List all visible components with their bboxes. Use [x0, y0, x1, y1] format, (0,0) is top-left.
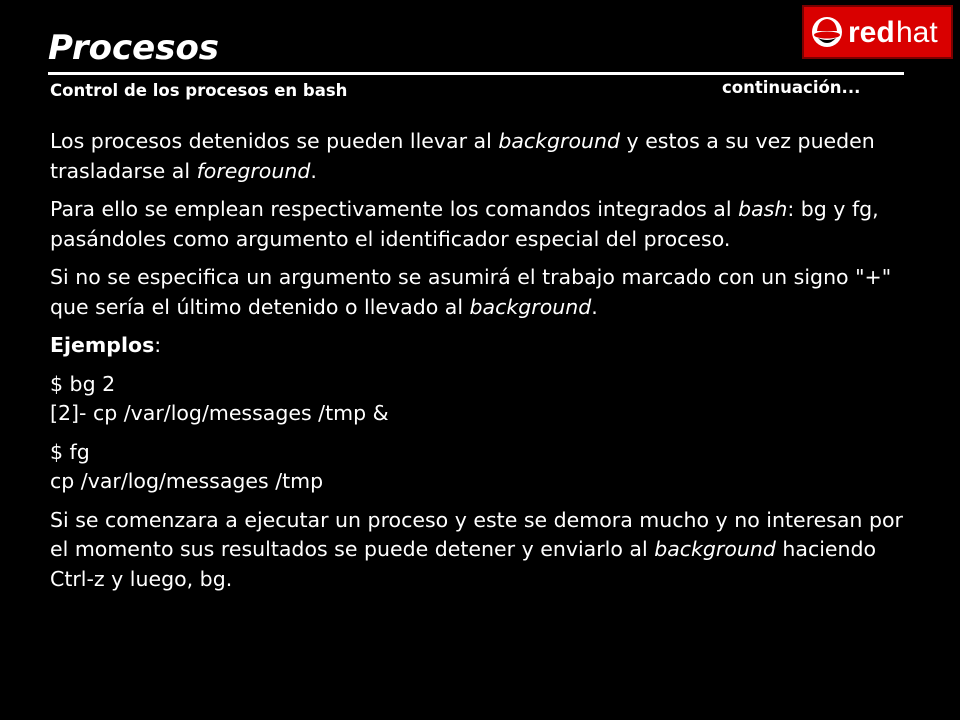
p3-term-background: background	[469, 294, 592, 319]
p1-term-foreground: foreground	[196, 158, 311, 183]
slide-title: Procesos	[48, 28, 220, 68]
examples-colon: :	[154, 333, 162, 357]
p3-text-c: .	[591, 294, 598, 319]
title-divider	[48, 72, 904, 75]
p1-term-background: background	[498, 129, 621, 153]
p1-text-e: .	[310, 158, 317, 183]
p2-text-c: : bg y fg, pasándoles como argumento el identificador especial del proceso.	[50, 197, 879, 251]
example-fg	[50, 438, 925, 497]
paragraph-default-argument	[50, 263, 925, 322]
paragraph-ctrl-z	[50, 506, 925, 595]
p4-text-a: Si se comenzara a ejecutar un proceso y este se demora mucho y no interesan por el momento sus resultados se puede detener y enviarlo al	[50, 507, 903, 561]
examples-label: Ejemplos	[50, 333, 155, 357]
example-bg-output: [2]- cp /var/log/messages /tmp &	[50, 401, 389, 425]
svg-text:red: red	[848, 16, 895, 49]
slide-body	[50, 127, 925, 594]
example-bg	[50, 370, 925, 429]
paragraph-bg-fg-commands	[50, 195, 925, 254]
continuation-label: continuación...	[722, 78, 861, 97]
svg-text:hat: hat	[896, 16, 938, 49]
slide-subtitle: Control de los procesos en bash	[50, 81, 348, 100]
example-fg-command: $ fg	[50, 439, 90, 464]
p4-text-c: haciendo Ctrl-z y luego, bg.	[50, 537, 877, 591]
examples-heading	[50, 331, 925, 361]
p1-text-c: y estos a su vez pueden trasladarse al	[50, 129, 875, 183]
paragraph-background-foreground	[50, 127, 925, 186]
example-bg-command: $ bg 2	[50, 371, 116, 396]
example-fg-output: cp /var/log/messages /tmp	[50, 469, 324, 493]
p2-text-a: Para ello se emplean respectivamente los comandos integrados al	[50, 197, 739, 221]
p4-term-background: background	[654, 537, 776, 561]
redhat-logo-graphic	[804, 7, 951, 57]
p1-text-a: Los procesos detenidos se pueden llevar al	[50, 129, 499, 153]
p2-term-bash: bash	[738, 197, 788, 221]
p3-text-a: Si no se especifica un argumento se asumirá el trabajo marcado con un signo "+" que sería el último detenido o llevado al	[50, 265, 892, 319]
redhat-logo	[802, 5, 953, 59]
